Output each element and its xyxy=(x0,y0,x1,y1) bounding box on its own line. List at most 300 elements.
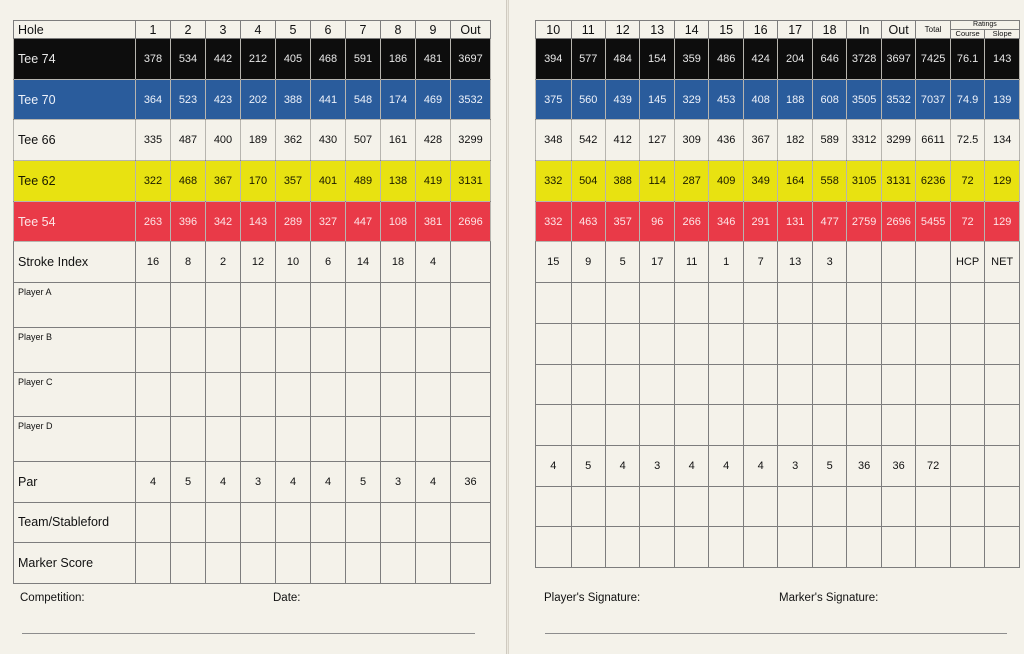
marker-score-label: Marker Score xyxy=(14,543,136,584)
score-entry-cell[interactable] xyxy=(950,486,984,527)
yardage-cell: 3299 xyxy=(451,120,491,161)
yardage-cell: 560 xyxy=(571,79,605,120)
score-entry-cell[interactable] xyxy=(881,283,915,324)
yardage-cell: 189 xyxy=(241,120,276,161)
score-entry-cell[interactable] xyxy=(536,527,572,568)
score-entry-cell[interactable] xyxy=(571,527,605,568)
yardage-cell: 342 xyxy=(206,201,241,242)
score-entry-cell[interactable] xyxy=(571,323,605,364)
score-entry-cell[interactable] xyxy=(136,327,171,372)
tee-row-tee62 xyxy=(536,161,1020,202)
score-entry-cell[interactable] xyxy=(136,543,171,584)
score-entry-cell[interactable] xyxy=(812,364,846,405)
player-row xyxy=(536,283,1020,324)
yardage-cell: 394 xyxy=(536,39,572,80)
score-entry-cell[interactable] xyxy=(950,405,984,446)
yardage-cell: 367 xyxy=(206,161,241,202)
score-entry-cell[interactable] xyxy=(416,543,451,584)
score-entry-cell[interactable] xyxy=(812,323,846,364)
stroke-index-cell: 7 xyxy=(743,242,777,283)
yardage-cell: 154 xyxy=(640,39,674,80)
scorecard-back-nine-panel xyxy=(508,0,1024,654)
player-label: Player B xyxy=(14,327,136,372)
handicap-label-cell: NET xyxy=(985,242,1020,283)
yardage-cell: 548 xyxy=(346,79,381,120)
score-entry-cell[interactable] xyxy=(709,405,743,446)
stroke-index-cell: 12 xyxy=(241,242,276,283)
score-entry-cell[interactable] xyxy=(346,502,381,543)
score-entry-cell[interactable] xyxy=(778,527,812,568)
score-entry-cell[interactable] xyxy=(451,502,491,543)
score-entry-cell[interactable] xyxy=(171,417,206,462)
hole-number-cell: Out xyxy=(881,21,915,39)
score-entry-cell[interactable] xyxy=(171,327,206,372)
score-entry-cell[interactable] xyxy=(571,486,605,527)
stroke-index-cell xyxy=(847,242,881,283)
yardage-cell: 359 xyxy=(674,39,708,80)
score-entry-cell[interactable] xyxy=(206,502,241,543)
par-cell: 72 xyxy=(916,445,950,486)
score-entry-cell[interactable] xyxy=(950,364,984,405)
score-entry-cell[interactable] xyxy=(916,283,950,324)
score-entry-cell[interactable] xyxy=(847,405,881,446)
hole-number-cell: 16 xyxy=(743,21,777,39)
yardage-cell: 423 xyxy=(206,79,241,120)
hole-number-cell: In xyxy=(847,21,881,39)
score-entry-cell[interactable] xyxy=(743,283,777,324)
stroke-index-row xyxy=(536,242,1020,283)
yardage-cell: 523 xyxy=(171,79,206,120)
score-entry-cell[interactable] xyxy=(171,543,206,584)
score-entry-cell[interactable] xyxy=(276,502,311,543)
yardage-cell: 375 xyxy=(536,79,572,120)
score-entry-cell[interactable] xyxy=(916,527,950,568)
score-entry-cell[interactable] xyxy=(674,527,708,568)
yardage-cell: 405 xyxy=(276,39,311,80)
score-entry-cell[interactable] xyxy=(416,283,451,328)
score-entry-cell[interactable] xyxy=(381,543,416,584)
player-row xyxy=(536,364,1020,405)
yardage-cell: 329 xyxy=(674,79,708,120)
score-entry-cell[interactable] xyxy=(743,405,777,446)
score-entry-cell[interactable] xyxy=(605,323,639,364)
rating-cell: 76.1 xyxy=(950,39,984,80)
yardage-cell: 409 xyxy=(709,161,743,202)
score-entry-cell[interactable] xyxy=(778,283,812,324)
par-cell xyxy=(950,445,984,486)
par-row xyxy=(536,445,1020,486)
score-entry-cell[interactable] xyxy=(985,405,1020,446)
score-entry-cell[interactable] xyxy=(206,543,241,584)
yardage-cell: 127 xyxy=(640,120,674,161)
hole-number-cell: 3 xyxy=(206,21,241,39)
yardage-cell: 2696 xyxy=(881,201,915,242)
score-entry-cell[interactable] xyxy=(709,283,743,324)
yardage-cell: 3728 xyxy=(847,39,881,80)
par-cell: 5 xyxy=(171,461,206,502)
score-entry-cell[interactable] xyxy=(536,323,572,364)
yardage-cell: 591 xyxy=(346,39,381,80)
marker-score-row xyxy=(14,543,491,584)
tee-row-tee70 xyxy=(14,79,491,120)
score-entry-cell[interactable] xyxy=(640,364,674,405)
score-entry-cell[interactable] xyxy=(451,417,491,462)
rating-cell: 72.5 xyxy=(950,120,984,161)
score-entry-cell[interactable] xyxy=(640,486,674,527)
handicap-label-cell: HCP xyxy=(950,242,984,283)
score-entry-cell[interactable] xyxy=(778,486,812,527)
score-entry-cell[interactable] xyxy=(881,364,915,405)
rating-cell: 143 xyxy=(985,39,1020,80)
yardage-cell: 349 xyxy=(743,161,777,202)
tee-row-tee74 xyxy=(536,39,1020,80)
par-cell: 5 xyxy=(812,445,846,486)
yardage-cell: 2759 xyxy=(847,201,881,242)
score-entry-cell[interactable] xyxy=(640,405,674,446)
score-entry-cell[interactable] xyxy=(847,283,881,324)
yardage-cell: 428 xyxy=(416,120,451,161)
par-cell: 4 xyxy=(416,461,451,502)
score-entry-cell[interactable] xyxy=(276,543,311,584)
score-entry-cell[interactable] xyxy=(136,283,171,328)
score-entry-cell[interactable] xyxy=(451,327,491,372)
yardage-cell: 346 xyxy=(709,201,743,242)
score-entry-cell[interactable] xyxy=(674,486,708,527)
rating-cell: 134 xyxy=(985,120,1020,161)
tee-row-tee70 xyxy=(536,79,1020,120)
score-entry-cell[interactable] xyxy=(847,486,881,527)
rating-cell: 139 xyxy=(985,79,1020,120)
score-entry-cell[interactable] xyxy=(241,283,276,328)
yardage-cell: 481 xyxy=(416,39,451,80)
score-entry-cell[interactable] xyxy=(536,486,572,527)
score-entry-cell[interactable] xyxy=(241,327,276,372)
score-entry-cell[interactable] xyxy=(311,372,346,417)
score-entry-cell[interactable] xyxy=(605,364,639,405)
score-entry-cell[interactable] xyxy=(916,323,950,364)
par-cell xyxy=(985,445,1020,486)
score-entry-cell[interactable] xyxy=(674,323,708,364)
ratings-label: Ratings xyxy=(973,21,997,28)
score-entry-cell[interactable] xyxy=(950,323,984,364)
score-entry-cell[interactable] xyxy=(346,543,381,584)
score-entry-cell[interactable] xyxy=(206,372,241,417)
score-entry-cell[interactable] xyxy=(985,283,1020,324)
score-entry-cell[interactable] xyxy=(276,417,311,462)
tee-row-tee74 xyxy=(14,39,491,80)
yardage-cell: 287 xyxy=(674,161,708,202)
competition-date-line xyxy=(22,633,475,634)
score-entry-cell[interactable] xyxy=(171,372,206,417)
score-entry-cell[interactable] xyxy=(536,283,572,324)
yardage-cell: 204 xyxy=(778,39,812,80)
player-row xyxy=(536,405,1020,446)
score-entry-cell[interactable] xyxy=(381,502,416,543)
score-entry-cell[interactable] xyxy=(136,502,171,543)
player-row xyxy=(14,417,491,462)
score-entry-cell[interactable] xyxy=(171,502,206,543)
stroke-index-cell: 18 xyxy=(381,242,416,283)
score-entry-cell[interactable] xyxy=(311,327,346,372)
yardage-cell: 212 xyxy=(241,39,276,80)
score-entry-cell[interactable] xyxy=(311,543,346,584)
par-cell: 4 xyxy=(709,445,743,486)
player-row xyxy=(536,323,1020,364)
score-entry-cell[interactable] xyxy=(346,372,381,417)
score-entry-cell[interactable] xyxy=(674,364,708,405)
yardage-cell: 542 xyxy=(571,120,605,161)
rating-cell: 129 xyxy=(985,201,1020,242)
stroke-index-cell: 5 xyxy=(605,242,639,283)
score-entry-cell[interactable] xyxy=(605,283,639,324)
score-entry-cell[interactable] xyxy=(709,364,743,405)
yardage-cell: 453 xyxy=(709,79,743,120)
score-entry-cell[interactable] xyxy=(812,283,846,324)
score-entry-cell[interactable] xyxy=(311,502,346,543)
tee-row-tee54 xyxy=(536,201,1020,242)
score-entry-cell[interactable] xyxy=(743,486,777,527)
yardage-cell: 364 xyxy=(136,79,171,120)
score-entry-cell[interactable] xyxy=(381,417,416,462)
score-entry-cell[interactable] xyxy=(276,372,311,417)
yardage-cell: 378 xyxy=(136,39,171,80)
yardage-cell: 381 xyxy=(416,201,451,242)
yardage-cell: 3312 xyxy=(847,120,881,161)
team-stableford-label: Team/Stableford xyxy=(14,502,136,543)
yardage-cell: 266 xyxy=(674,201,708,242)
stroke-index-cell xyxy=(451,242,491,283)
score-entry-cell[interactable] xyxy=(709,527,743,568)
tee-label: Tee 70 xyxy=(14,79,136,120)
hole-number-cell: Out xyxy=(451,21,491,39)
yardage-cell: 6611 xyxy=(916,120,950,161)
par-label: Par xyxy=(14,461,136,502)
score-entry-cell[interactable] xyxy=(881,527,915,568)
par-cell: 4 xyxy=(276,461,311,502)
player-label: Player A xyxy=(14,283,136,328)
yardage-cell: 3131 xyxy=(881,161,915,202)
hole-number-cell: 10 xyxy=(536,21,572,39)
yardage-cell: 145 xyxy=(640,79,674,120)
score-entry-cell[interactable] xyxy=(241,417,276,462)
yardage-cell: 3532 xyxy=(881,79,915,120)
score-entry-cell[interactable] xyxy=(778,364,812,405)
yardage-cell: 589 xyxy=(812,120,846,161)
score-entry-cell[interactable] xyxy=(276,283,311,328)
score-entry-cell[interactable] xyxy=(985,486,1020,527)
yardage-cell: 3697 xyxy=(451,39,491,80)
score-entry-cell[interactable] xyxy=(640,283,674,324)
score-entry-cell[interactable] xyxy=(605,405,639,446)
score-entry-cell[interactable] xyxy=(136,417,171,462)
yardage-cell: 3505 xyxy=(847,79,881,120)
score-entry-cell[interactable] xyxy=(640,527,674,568)
score-entry-cell[interactable] xyxy=(743,323,777,364)
score-entry-cell[interactable] xyxy=(451,543,491,584)
score-entry-cell[interactable] xyxy=(241,372,276,417)
score-entry-cell[interactable] xyxy=(847,323,881,364)
score-entry-cell[interactable] xyxy=(136,372,171,417)
hole-number-cell: 6 xyxy=(311,21,346,39)
score-entry-cell[interactable] xyxy=(536,364,572,405)
yardage-cell: 332 xyxy=(536,201,572,242)
yardage-cell: 408 xyxy=(743,79,777,120)
score-entry-cell[interactable] xyxy=(812,486,846,527)
yardage-cell: 131 xyxy=(778,201,812,242)
yardage-cell: 441 xyxy=(311,79,346,120)
score-entry-cell[interactable] xyxy=(206,417,241,462)
score-entry-cell[interactable] xyxy=(571,405,605,446)
stroke-index-cell: 15 xyxy=(536,242,572,283)
score-entry-cell[interactable] xyxy=(311,283,346,328)
yardage-cell: 182 xyxy=(778,120,812,161)
score-entry-cell[interactable] xyxy=(346,283,381,328)
score-entry-cell[interactable] xyxy=(950,283,984,324)
score-entry-cell[interactable] xyxy=(743,527,777,568)
score-entry-cell[interactable] xyxy=(709,323,743,364)
score-entry-cell[interactable] xyxy=(985,364,1020,405)
yardage-cell: 143 xyxy=(241,201,276,242)
yardage-cell: 484 xyxy=(605,39,639,80)
score-entry-cell[interactable] xyxy=(416,327,451,372)
hole-number-cell: 2 xyxy=(171,21,206,39)
yardage-cell: 357 xyxy=(276,161,311,202)
score-entry-cell[interactable] xyxy=(241,543,276,584)
yardage-cell: 108 xyxy=(381,201,416,242)
score-entry-cell[interactable] xyxy=(985,527,1020,568)
score-entry-cell[interactable] xyxy=(812,527,846,568)
hole-number-cell: 12 xyxy=(605,21,639,39)
par-cell: 4 xyxy=(743,445,777,486)
par-cell: 4 xyxy=(311,461,346,502)
hole-number-cell: 11 xyxy=(571,21,605,39)
yardage-cell: 291 xyxy=(743,201,777,242)
score-entry-cell[interactable] xyxy=(778,323,812,364)
stroke-index-cell: 17 xyxy=(640,242,674,283)
score-entry-cell[interactable] xyxy=(276,327,311,372)
par-cell: 5 xyxy=(571,445,605,486)
score-entry-cell[interactable] xyxy=(916,364,950,405)
yardage-cell: 202 xyxy=(241,79,276,120)
yardage-cell: 309 xyxy=(674,120,708,161)
hole-number-cell: 4 xyxy=(241,21,276,39)
score-entry-cell[interactable] xyxy=(416,372,451,417)
marker-score-row xyxy=(536,527,1020,568)
yardage-cell: 419 xyxy=(416,161,451,202)
score-entry-cell[interactable] xyxy=(451,283,491,328)
score-entry-cell[interactable] xyxy=(311,417,346,462)
score-entry-cell[interactable] xyxy=(881,405,915,446)
score-entry-cell[interactable] xyxy=(916,486,950,527)
score-entry-cell[interactable] xyxy=(916,405,950,446)
score-entry-cell[interactable] xyxy=(881,486,915,527)
score-entry-cell[interactable] xyxy=(881,323,915,364)
score-entry-cell[interactable] xyxy=(950,527,984,568)
yardage-cell: 5455 xyxy=(916,201,950,242)
score-entry-cell[interactable] xyxy=(640,323,674,364)
score-entry-cell[interactable] xyxy=(847,364,881,405)
ratings-header xyxy=(950,21,1019,39)
par-cell: 3 xyxy=(640,445,674,486)
score-entry-cell[interactable] xyxy=(206,283,241,328)
score-entry-cell[interactable] xyxy=(674,405,708,446)
score-entry-cell[interactable] xyxy=(571,364,605,405)
score-entry-cell[interactable] xyxy=(346,327,381,372)
hole-number-cell: 8 xyxy=(381,21,416,39)
yardage-cell: 577 xyxy=(571,39,605,80)
yardage-cell: 96 xyxy=(640,201,674,242)
score-entry-cell[interactable] xyxy=(605,527,639,568)
yardage-cell: 424 xyxy=(743,39,777,80)
player-label: Player D xyxy=(14,417,136,462)
yardage-cell: 442 xyxy=(206,39,241,80)
score-entry-cell[interactable] xyxy=(778,405,812,446)
hole-number-cell: Total xyxy=(916,21,950,39)
stroke-index-cell: 3 xyxy=(812,242,846,283)
score-entry-cell[interactable] xyxy=(241,502,276,543)
score-entry-cell[interactable] xyxy=(812,405,846,446)
score-entry-cell[interactable] xyxy=(709,486,743,527)
stroke-index-cell: 6 xyxy=(311,242,346,283)
score-entry-cell[interactable] xyxy=(743,364,777,405)
score-entry-cell[interactable] xyxy=(451,372,491,417)
yardage-cell: 486 xyxy=(709,39,743,80)
score-entry-cell[interactable] xyxy=(381,283,416,328)
score-entry-cell[interactable] xyxy=(416,502,451,543)
score-entry-cell[interactable] xyxy=(416,417,451,462)
par-cell: 4 xyxy=(674,445,708,486)
rating-cell: 72 xyxy=(950,201,984,242)
score-entry-cell[interactable] xyxy=(381,327,416,372)
yardage-cell: 507 xyxy=(346,120,381,161)
tee-row-tee66 xyxy=(14,120,491,161)
hole-number-cell: 17 xyxy=(778,21,812,39)
stroke-index-cell: 8 xyxy=(171,242,206,283)
tee-label: Tee 66 xyxy=(14,120,136,161)
yardage-cell: 608 xyxy=(812,79,846,120)
score-entry-cell[interactable] xyxy=(536,405,572,446)
score-entry-cell[interactable] xyxy=(171,283,206,328)
stroke-index-cell xyxy=(916,242,950,283)
marker-signature-label: Marker's Signature: xyxy=(779,592,879,604)
yardage-cell: 3697 xyxy=(881,39,915,80)
score-entry-cell[interactable] xyxy=(381,372,416,417)
score-entry-cell[interactable] xyxy=(571,283,605,324)
score-entry-cell[interactable] xyxy=(206,327,241,372)
player-row xyxy=(14,327,491,372)
rating-cell: 72 xyxy=(950,161,984,202)
front-nine-table xyxy=(13,20,491,584)
score-entry-cell[interactable] xyxy=(985,323,1020,364)
par-cell: 36 xyxy=(451,461,491,502)
hole-number-cell: 7 xyxy=(346,21,381,39)
par-cell: 3 xyxy=(381,461,416,502)
yardage-cell: 412 xyxy=(605,120,639,161)
score-entry-cell[interactable] xyxy=(346,417,381,462)
yardage-cell: 3131 xyxy=(451,161,491,202)
yardage-cell: 436 xyxy=(709,120,743,161)
score-entry-cell[interactable] xyxy=(605,486,639,527)
score-entry-cell[interactable] xyxy=(674,283,708,324)
yardage-cell: 469 xyxy=(416,79,451,120)
yardage-cell: 534 xyxy=(171,39,206,80)
score-entry-cell[interactable] xyxy=(847,527,881,568)
stroke-index-cell: 9 xyxy=(571,242,605,283)
stroke-index-cell: 13 xyxy=(778,242,812,283)
yardage-cell: 332 xyxy=(536,161,572,202)
yardage-cell: 170 xyxy=(241,161,276,202)
yardage-cell: 3299 xyxy=(881,120,915,161)
